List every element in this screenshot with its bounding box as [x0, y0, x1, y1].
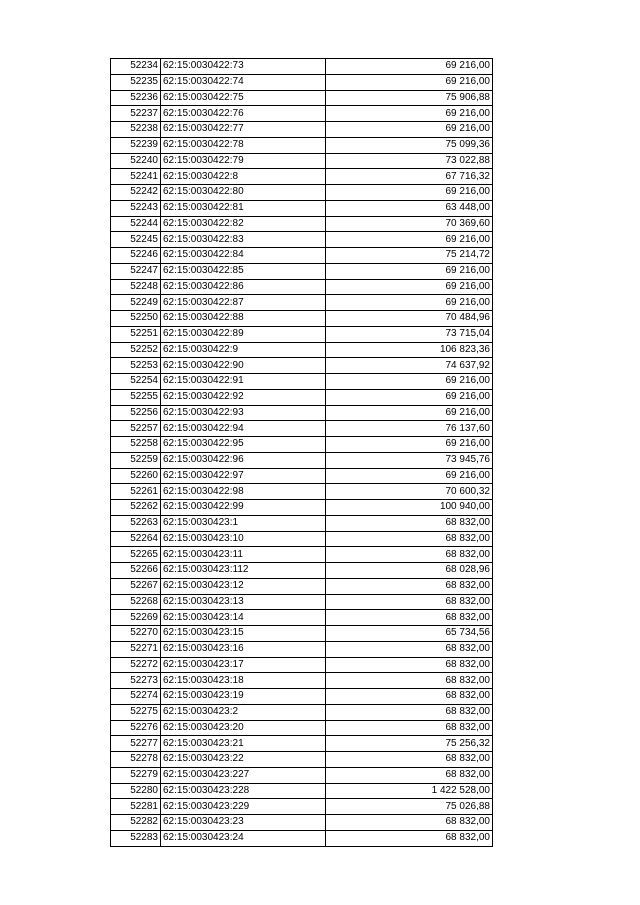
value-cell: 69 216,00: [326, 263, 493, 279]
table-row: [111, 216, 493, 232]
table-row: [111, 405, 493, 421]
cadastral-number-cell: 62:15:0030422:74: [161, 74, 326, 90]
value-cell: 75 906,88: [326, 90, 493, 106]
value-cell: 69 216,00: [326, 405, 493, 421]
cadastral-number-cell: 62:15:0030423:19: [161, 689, 326, 705]
row-number-cell: 52249: [111, 295, 161, 311]
row-number-cell: 52241: [111, 169, 161, 185]
table-row: [111, 641, 493, 657]
row-number-cell: 52254: [111, 374, 161, 390]
table-row: [111, 106, 493, 122]
value-cell: 68 832,00: [326, 673, 493, 689]
row-number-cell: 52262: [111, 500, 161, 516]
value-cell: 69 216,00: [326, 122, 493, 138]
row-number-cell: 52242: [111, 185, 161, 201]
cadastral-number-cell: 62:15:0030422:75: [161, 90, 326, 106]
cadastral-number-cell: 62:15:0030422:78: [161, 137, 326, 153]
row-number-cell: 52235: [111, 74, 161, 90]
row-number-cell: 52260: [111, 468, 161, 484]
row-number-cell: 52264: [111, 531, 161, 547]
row-number-cell: 52247: [111, 263, 161, 279]
cadastral-value-table: [110, 58, 493, 847]
value-cell: 75 026,88: [326, 799, 493, 815]
cadastral-number-cell: 62:15:0030423:17: [161, 657, 326, 673]
cadastral-number-cell: 62:15:0030423:21: [161, 736, 326, 752]
value-cell: 69 216,00: [326, 74, 493, 90]
table-row: [111, 342, 493, 358]
cadastral-number-cell: 62:15:0030422:77: [161, 122, 326, 138]
row-number-cell: 52238: [111, 122, 161, 138]
value-cell: 68 832,00: [326, 547, 493, 563]
table-row: [111, 515, 493, 531]
value-cell: 68 832,00: [326, 815, 493, 831]
cadastral-number-cell: 62:15:0030422:88: [161, 311, 326, 327]
table-row: [111, 799, 493, 815]
table-row: [111, 578, 493, 594]
row-number-cell: 52283: [111, 830, 161, 846]
cadastral-number-cell: 62:15:0030423:112: [161, 563, 326, 579]
row-number-cell: 52255: [111, 389, 161, 405]
cadastral-number-cell: 62:15:0030423:23: [161, 815, 326, 831]
row-number-cell: 52237: [111, 106, 161, 122]
row-number-cell: 52261: [111, 484, 161, 500]
cadastral-number-cell: 62:15:0030422:97: [161, 468, 326, 484]
value-cell: 68 832,00: [326, 720, 493, 736]
cadastral-number-cell: 62:15:0030423:12: [161, 578, 326, 594]
value-cell: 68 832,00: [326, 578, 493, 594]
row-number-cell: 52279: [111, 767, 161, 783]
cadastral-number-cell: 62:15:0030422:8: [161, 169, 326, 185]
row-number-cell: 52253: [111, 358, 161, 374]
row-number-cell: 52250: [111, 311, 161, 327]
value-cell: 68 832,00: [326, 641, 493, 657]
table-row: [111, 704, 493, 720]
row-number-cell: 52259: [111, 452, 161, 468]
table-row: [111, 610, 493, 626]
row-number-cell: 52270: [111, 626, 161, 642]
table-row: [111, 673, 493, 689]
value-cell: 68 832,00: [326, 610, 493, 626]
table-row: [111, 374, 493, 390]
row-number-cell: 52280: [111, 783, 161, 799]
cadastral-number-cell: 62:15:0030423:18: [161, 673, 326, 689]
cadastral-number-cell: 62:15:0030422:87: [161, 295, 326, 311]
table-row: [111, 59, 493, 75]
row-number-cell: 52277: [111, 736, 161, 752]
table-row: [111, 232, 493, 248]
row-number-cell: 52281: [111, 799, 161, 815]
table-row: [111, 736, 493, 752]
row-number-cell: 52276: [111, 720, 161, 736]
cadastral-number-cell: 62:15:0030423:20: [161, 720, 326, 736]
row-number-cell: 52269: [111, 610, 161, 626]
cadastral-number-cell: 62:15:0030423:1: [161, 515, 326, 531]
cadastral-number-cell: 62:15:0030423:228: [161, 783, 326, 799]
value-cell: 73 715,04: [326, 326, 493, 342]
table-row: [111, 830, 493, 846]
cadastral-number-cell: 62:15:0030423:22: [161, 752, 326, 768]
table-row: [111, 500, 493, 516]
row-number-cell: 52234: [111, 59, 161, 75]
row-number-cell: 52275: [111, 704, 161, 720]
table-row: [111, 185, 493, 201]
table-row: [111, 531, 493, 547]
cadastral-number-cell: 62:15:0030423:16: [161, 641, 326, 657]
table-row: [111, 626, 493, 642]
value-cell: 75 214,72: [326, 248, 493, 264]
value-cell: 68 832,00: [326, 704, 493, 720]
cadastral-number-cell: 62:15:0030423:2: [161, 704, 326, 720]
row-number-cell: 52272: [111, 657, 161, 673]
value-cell: 75 256,32: [326, 736, 493, 752]
value-cell: 68 832,00: [326, 515, 493, 531]
value-cell: 73 945,76: [326, 452, 493, 468]
table-row: [111, 279, 493, 295]
row-number-cell: 52256: [111, 405, 161, 421]
table-row: [111, 153, 493, 169]
cadastral-number-cell: 62:15:0030422:83: [161, 232, 326, 248]
value-cell: 68 028,96: [326, 563, 493, 579]
value-cell: 75 099,36: [326, 137, 493, 153]
value-cell: 69 216,00: [326, 106, 493, 122]
row-number-cell: 52257: [111, 421, 161, 437]
row-number-cell: 52244: [111, 216, 161, 232]
cadastral-number-cell: 62:15:0030422:96: [161, 452, 326, 468]
table-row: [111, 169, 493, 185]
cadastral-number-cell: 62:15:0030422:91: [161, 374, 326, 390]
value-cell: 68 832,00: [326, 594, 493, 610]
cadastral-number-cell: 62:15:0030423:13: [161, 594, 326, 610]
cadastral-number-cell: 62:15:0030422:95: [161, 437, 326, 453]
table-row: [111, 248, 493, 264]
table-row: [111, 815, 493, 831]
cadastral-number-cell: 62:15:0030422:76: [161, 106, 326, 122]
value-cell: 70 484,96: [326, 311, 493, 327]
table-row: [111, 74, 493, 90]
row-number-cell: 52278: [111, 752, 161, 768]
cadastral-number-cell: 62:15:0030422:86: [161, 279, 326, 295]
value-cell: 76 137,60: [326, 421, 493, 437]
table-row: [111, 767, 493, 783]
table-row: [111, 358, 493, 374]
value-cell: 100 940,00: [326, 500, 493, 516]
table-row: [111, 437, 493, 453]
table-row: [111, 421, 493, 437]
row-number-cell: 52243: [111, 200, 161, 216]
value-cell: 63 448,00: [326, 200, 493, 216]
cadastral-number-cell: 62:15:0030422:94: [161, 421, 326, 437]
cadastral-number-cell: 62:15:0030422:73: [161, 59, 326, 75]
value-cell: 68 832,00: [326, 531, 493, 547]
value-cell: 69 216,00: [326, 468, 493, 484]
table-row: [111, 720, 493, 736]
table-body: [111, 59, 493, 847]
value-cell: 70 600,32: [326, 484, 493, 500]
cadastral-number-cell: 62:15:0030423:227: [161, 767, 326, 783]
table-row: [111, 295, 493, 311]
row-number-cell: 52274: [111, 689, 161, 705]
value-cell: 69 216,00: [326, 232, 493, 248]
table-row: [111, 122, 493, 138]
cadastral-number-cell: 62:15:0030422:9: [161, 342, 326, 358]
value-cell: 69 216,00: [326, 389, 493, 405]
cadastral-number-cell: 62:15:0030422:79: [161, 153, 326, 169]
row-number-cell: 52265: [111, 547, 161, 563]
cadastral-number-cell: 62:15:0030423:24: [161, 830, 326, 846]
table-row: [111, 137, 493, 153]
cadastral-number-cell: 62:15:0030422:90: [161, 358, 326, 374]
row-number-cell: 52268: [111, 594, 161, 610]
row-number-cell: 52267: [111, 578, 161, 594]
row-number-cell: 52239: [111, 137, 161, 153]
table-row: [111, 389, 493, 405]
row-number-cell: 52252: [111, 342, 161, 358]
cadastral-number-cell: 62:15:0030422:93: [161, 405, 326, 421]
value-cell: 69 216,00: [326, 59, 493, 75]
cadastral-number-cell: 62:15:0030422:89: [161, 326, 326, 342]
table-row: [111, 200, 493, 216]
row-number-cell: 52251: [111, 326, 161, 342]
table-row: [111, 563, 493, 579]
table-row: [111, 263, 493, 279]
table-row: [111, 90, 493, 106]
cadastral-number-cell: 62:15:0030422:81: [161, 200, 326, 216]
table-row: [111, 547, 493, 563]
value-cell: 74 637,92: [326, 358, 493, 374]
value-cell: 69 216,00: [326, 437, 493, 453]
value-cell: 106 823,36: [326, 342, 493, 358]
value-cell: 68 832,00: [326, 657, 493, 673]
cadastral-number-cell: 62:15:0030422:80: [161, 185, 326, 201]
cadastral-number-cell: 62:15:0030422:82: [161, 216, 326, 232]
value-cell: 69 216,00: [326, 295, 493, 311]
row-number-cell: 52245: [111, 232, 161, 248]
cadastral-number-cell: 62:15:0030423:15: [161, 626, 326, 642]
row-number-cell: 52258: [111, 437, 161, 453]
table-row: [111, 311, 493, 327]
table-row: [111, 484, 493, 500]
value-cell: 70 369,60: [326, 216, 493, 232]
table-row: [111, 594, 493, 610]
table-row: [111, 657, 493, 673]
cadastral-number-cell: 62:15:0030422:99: [161, 500, 326, 516]
table-row: [111, 468, 493, 484]
value-cell: 69 216,00: [326, 374, 493, 390]
value-cell: 69 216,00: [326, 279, 493, 295]
cadastral-number-cell: 62:15:0030423:11: [161, 547, 326, 563]
row-number-cell: 52282: [111, 815, 161, 831]
row-number-cell: 52273: [111, 673, 161, 689]
cadastral-number-cell: 62:15:0030422:98: [161, 484, 326, 500]
value-cell: 68 832,00: [326, 830, 493, 846]
cadastral-number-cell: 62:15:0030423:229: [161, 799, 326, 815]
row-number-cell: 52240: [111, 153, 161, 169]
row-number-cell: 52248: [111, 279, 161, 295]
table-row: [111, 452, 493, 468]
value-cell: 67 716,32: [326, 169, 493, 185]
value-cell: 68 832,00: [326, 689, 493, 705]
row-number-cell: 52271: [111, 641, 161, 657]
table-row: [111, 689, 493, 705]
row-number-cell: 52266: [111, 563, 161, 579]
value-cell: 69 216,00: [326, 185, 493, 201]
table-row: [111, 326, 493, 342]
row-number-cell: 52246: [111, 248, 161, 264]
table-row: [111, 752, 493, 768]
row-number-cell: 52236: [111, 90, 161, 106]
value-cell: 1 422 528,00: [326, 783, 493, 799]
cadastral-number-cell: 62:15:0030422:85: [161, 263, 326, 279]
value-cell: 68 832,00: [326, 767, 493, 783]
value-cell: 68 832,00: [326, 752, 493, 768]
cadastral-number-cell: 62:15:0030422:92: [161, 389, 326, 405]
row-number-cell: 52263: [111, 515, 161, 531]
cadastral-number-cell: 62:15:0030423:14: [161, 610, 326, 626]
value-cell: 65 734,56: [326, 626, 493, 642]
table-row: [111, 783, 493, 799]
cadastral-number-cell: 62:15:0030423:10: [161, 531, 326, 547]
value-cell: 73 022,88: [326, 153, 493, 169]
cadastral-number-cell: 62:15:0030422:84: [161, 248, 326, 264]
